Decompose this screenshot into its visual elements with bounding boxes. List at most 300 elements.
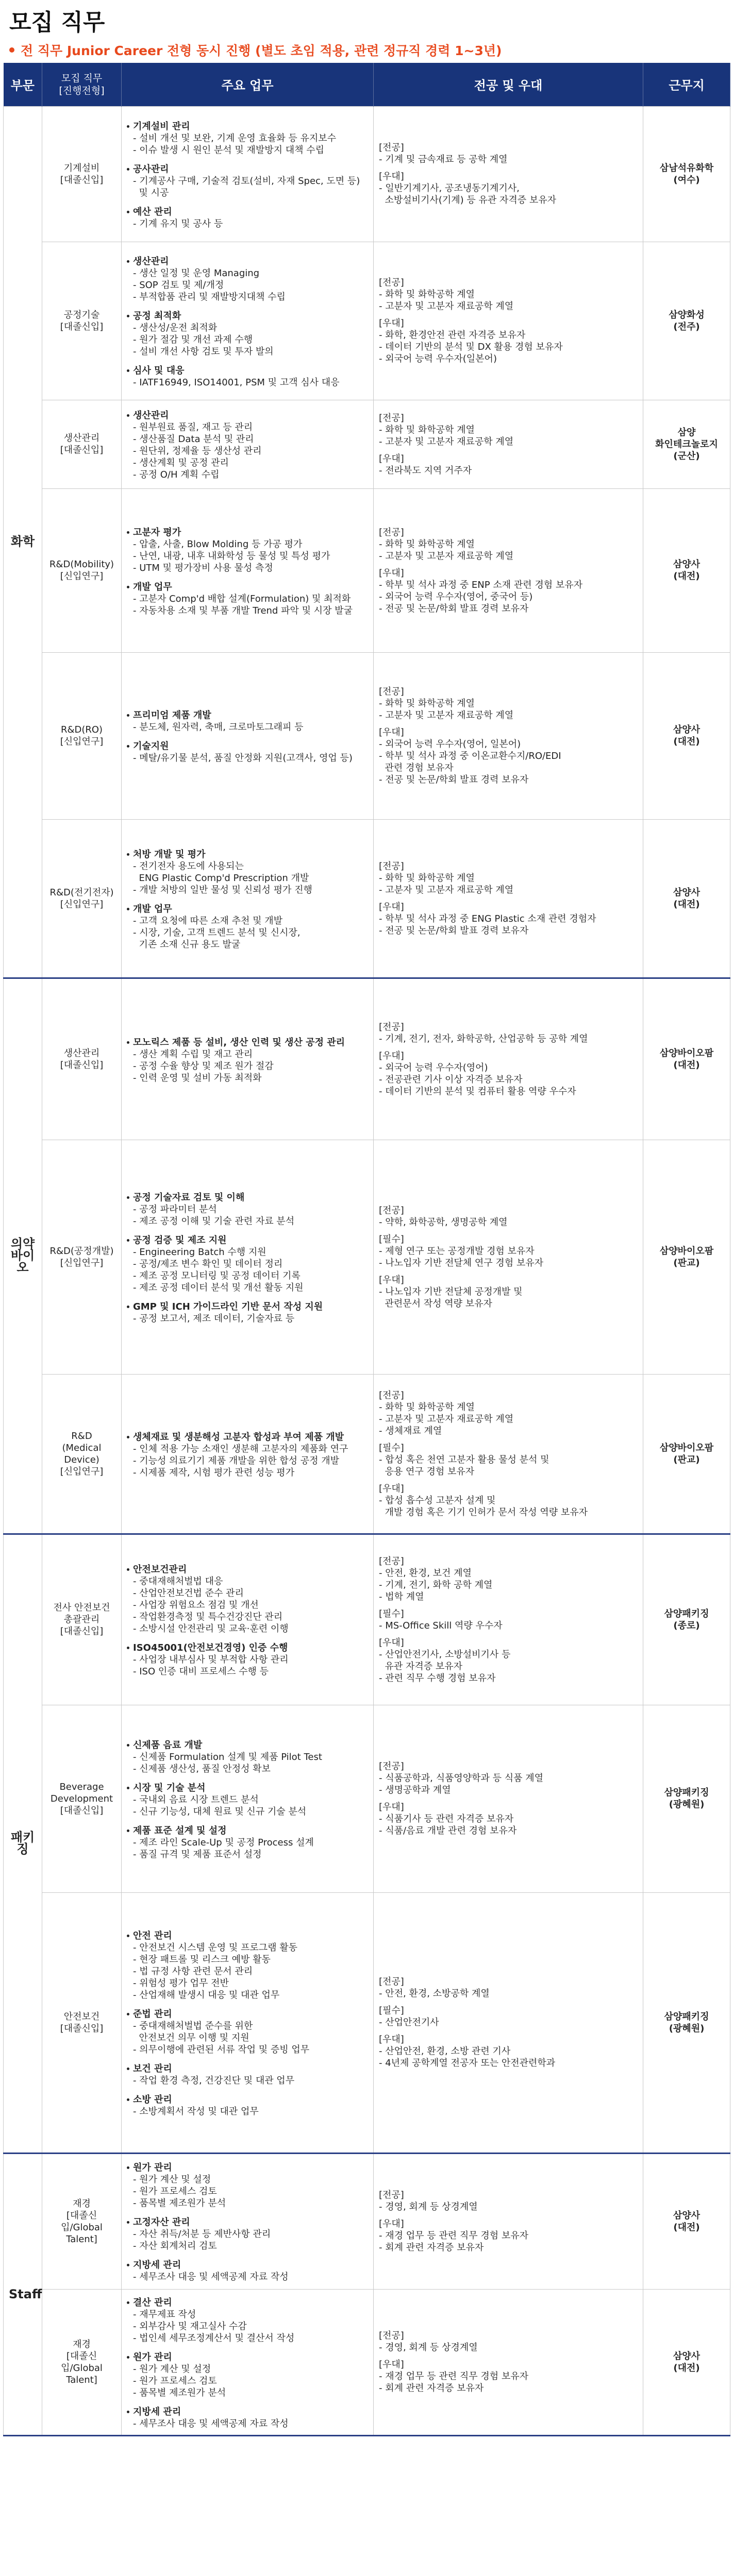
job-line: R&D	[71, 1430, 92, 1442]
duty-item: - Engineering Batch 수행 지원	[133, 1246, 266, 1258]
duty-group	[127, 1192, 368, 1227]
table-row	[4, 978, 730, 1140]
duty-item: - 기능성 의료기기 제품 개발을 위한 합성 공정 개발	[133, 1455, 340, 1466]
job-line: 재경	[73, 2338, 91, 2350]
duty-item: - 소방계획서 작성 및 대관 업무	[133, 2106, 259, 2117]
location-line: (종로)	[673, 1620, 700, 1631]
duty-item: ENG Plastic Comp'd Prescription 개발	[133, 872, 309, 884]
table-row	[4, 106, 730, 242]
requirements-cell	[374, 488, 643, 652]
duty-heading: 개발 업무	[127, 581, 368, 593]
duty-group	[127, 849, 368, 896]
job-line: [신입연구]	[60, 1257, 104, 1268]
job-line: R&D(공정개발)	[49, 1245, 114, 1257]
duty-item: - 원부원료 품질, 재고 등 관리	[133, 422, 253, 433]
requirement-item: - 외국어 능력 우수자(영어, 중국어 등)	[379, 591, 533, 602]
requirement-item: - 화학 및 화학공학 계열	[379, 424, 475, 435]
job-line: 생산관리	[63, 433, 100, 444]
requirements-cell	[374, 1374, 643, 1534]
requirement-heading: [우대]	[379, 901, 404, 912]
job-cell	[42, 1705, 122, 1892]
requirement-item: - MS-Office Skill 역량 우수자	[379, 1620, 503, 1631]
duty-item: - 외부감사 및 재고실사 수감	[133, 2320, 247, 2332]
duty-item: - 공정/제조 변수 확인 및 데이터 정리	[133, 1258, 283, 1269]
location-line: 삼양패키징	[664, 1608, 709, 1619]
location-line: (판교)	[673, 1257, 700, 1268]
location-line: 삼양패키징	[664, 1787, 709, 1798]
requirement-heading: [전공]	[379, 1555, 404, 1567]
table-row	[4, 1374, 730, 1534]
location-line: 삼양바이오팜	[659, 1047, 714, 1059]
requirement-item: - 고분자 및 고분자 재료공학 계열	[379, 436, 514, 447]
duty-heading: 예산 관리	[127, 206, 368, 218]
duty-group	[127, 1431, 368, 1479]
duty-item: - 전기전자 용도에 사용되는	[133, 860, 244, 872]
requirement-item: - 회계 관련 자격증 보유자	[379, 2242, 484, 2253]
requirements-cell	[374, 1534, 643, 1705]
job-cell	[42, 106, 122, 242]
duty-item: - 중대재해처벌법 준수를 위한	[133, 2020, 253, 2031]
duty-item: - 작업 환경 측정, 건강진단 및 대관 업무	[133, 2075, 295, 2086]
duty-heading: 프리미엄 제품 개발	[127, 709, 368, 721]
requirement-item: - 법학 계열	[379, 1591, 424, 1602]
requirement-item: - 고분자 및 고분자 재료공학 계열	[379, 550, 514, 562]
duty-heading: 제품 표준 설계 및 설정	[127, 1825, 368, 1837]
location-cell	[643, 1374, 730, 1534]
duty-item: - 공정 보고서, 제조 데이터, 기술자료 등	[133, 1313, 295, 1324]
requirement-item: - 기계, 전기, 화학 공학 계열	[379, 1579, 493, 1590]
job-line: [대졸신입]	[60, 2023, 104, 2034]
job-line: [대졸신입/Global Talent]	[61, 2350, 103, 2385]
requirement-heading: [우대]	[379, 1483, 404, 1494]
requirement-item: - 재경 업무 등 관련 직무 경험 보유자	[379, 2371, 528, 2382]
job-line: [신입연구]	[60, 571, 104, 582]
requirement-item: - 화학 및 화학공학 계열	[379, 698, 475, 709]
duty-heading: 소방 관리	[127, 2094, 368, 2106]
job-line: [대졸신입]	[60, 321, 104, 332]
requirements-cell	[374, 819, 643, 978]
table-row	[4, 1140, 730, 1374]
location-line: (군산)	[673, 450, 700, 462]
requirement-item: - 전공관련 기사 이상 자격증 보유자	[379, 1074, 523, 1085]
duty-item: - 세무조사 대응 및 세액공제 자료 작성	[133, 2418, 289, 2429]
duty-heading: 공사관리	[127, 163, 368, 175]
duty-item: - 제조 공정 모니터링 및 공정 데이터 기록	[133, 1270, 301, 1281]
requirement-item: - 고분자 및 고분자 재료공학 계열	[379, 301, 514, 312]
requirements-cell	[374, 400, 643, 488]
duty-item: - 품목별 제조원가 분석	[133, 2387, 226, 2398]
job-line: R&D(Mobility)	[49, 559, 114, 570]
requirement-heading: [우대]	[379, 2218, 404, 2229]
requirement-item: - 화학 및 화학공학 계열	[379, 1401, 475, 1413]
duty-item: - 제조 라인 Scale-Up 및 공정 Process 설계	[133, 1837, 314, 1848]
job-cell	[42, 652, 122, 819]
duty-item: - 압출, 사출, Blow Molding 등 가공 평가	[133, 538, 303, 550]
duty-heading: 지방세 관리	[127, 2259, 368, 2271]
duty-heading: 안전 관리	[127, 1930, 368, 1942]
duty-item: - 고객 요청에 따른 소재 추천 및 개발	[133, 915, 282, 926]
location-cell	[643, 2289, 730, 2435]
duty-heading: 원가 관리	[127, 2162, 368, 2174]
duty-item: - 품목별 제조원가 분석	[133, 2198, 226, 2209]
job-line: 기계설비	[63, 162, 100, 174]
duty-group	[127, 2351, 368, 2399]
job-line: R&D(RO)	[60, 724, 103, 735]
duties-cell	[122, 106, 374, 242]
table-row	[4, 400, 730, 488]
duty-item: - 중대재해처벌법 대응	[133, 1576, 223, 1587]
requirement-heading: [전공]	[379, 412, 404, 423]
table-row	[4, 488, 730, 652]
location-cell	[643, 242, 730, 400]
division-cell: 화학	[4, 106, 42, 978]
requirement-heading: [우대]	[379, 1050, 404, 1061]
table-row	[4, 819, 730, 978]
duty-heading: 공정 기술자료 검토 및 이해	[127, 1192, 368, 1204]
requirement-item: - 식품공학과, 식품영양학과 등 식품 계열	[379, 1773, 544, 1784]
requirement-item: - 경영, 회계 등 상경계열	[379, 2201, 478, 2212]
duty-item: - 법인세 세무조정계산서 및 결산서 작성	[133, 2332, 295, 2344]
duty-item: - SOP 검토 및 제/개정	[133, 279, 224, 291]
requirement-item: - 데이터 기반의 분석 및 컴퓨터 활용 역량 우수자	[379, 1086, 576, 1097]
duty-item: - 설비 개선 및 보완, 기계 운영 효율화 등 유지보수	[133, 132, 337, 144]
duties-cell	[122, 1374, 374, 1534]
requirement-item: - 경영, 회계 등 상경계열	[379, 2342, 478, 2353]
job-cell	[42, 1534, 122, 1705]
requirement-item: - 합성 흡수성 고분자 설계 및	[379, 1495, 496, 1506]
requirements-cell	[374, 1705, 643, 1892]
requirement-item: - 고분자 및 고분자 재료공학 계열	[379, 884, 514, 895]
duty-item: - 생산 계획 수립 및 재고 관리	[133, 1048, 253, 1060]
job-cell	[42, 819, 122, 978]
requirements-cell	[374, 242, 643, 400]
duty-item: - 신제품 Formulation 설계 및 제품 Pilot Test	[133, 1751, 322, 1762]
location-line: (전주)	[673, 321, 700, 332]
duty-group	[127, 2162, 368, 2209]
duty-group	[127, 1301, 368, 1325]
duty-item: - 의무이행에 관련된 서류 작업 및 증빙 업무	[133, 2044, 310, 2055]
duty-item: - 생산품질 Data 분석 및 관리	[133, 434, 254, 445]
requirement-heading: [전공]	[379, 686, 404, 697]
location-line: 삼양사	[673, 2210, 701, 2221]
job-cell	[42, 1892, 122, 2153]
duty-item: - UTM 및 평가장비 사용 물성 측정	[133, 562, 273, 573]
location-line: 삼남석유화학	[659, 162, 714, 174]
duty-heading: 공정 검증 및 제조 지원	[127, 1234, 368, 1246]
requirement-item: - 화학, 환경안전 관련 자격증 보유자	[379, 330, 526, 341]
col-requirements: 전공 및 우대	[374, 63, 643, 106]
duty-group	[127, 2063, 368, 2087]
page-title: 모집 직무	[9, 9, 105, 36]
duty-item: - 원가 프로세스 검토	[133, 2186, 217, 2197]
table-header	[4, 63, 730, 106]
duty-heading: 준법 관리	[127, 2008, 368, 2020]
requirements-cell	[374, 2153, 643, 2289]
requirement-item: - 회계 관련 자격증 보유자	[379, 2383, 484, 2394]
requirement-heading: [우대]	[379, 1802, 404, 1812]
table-row	[4, 242, 730, 400]
requirement-item: - 전라북도 지역 거주자	[379, 465, 472, 476]
requirement-item: - 관련 직무 수행 경험 보유자	[379, 1672, 496, 1684]
bullet-icon	[9, 47, 14, 53]
requirement-item: 소방설비기사(기계) 등 유관 자격증 보유자	[379, 195, 556, 206]
duty-item: - 사업장 내부심사 및 부적합 사항 관리	[133, 1654, 289, 1665]
location-line: 삼양사	[673, 887, 701, 898]
job-line: [대졸신입/Global Talent]	[61, 2210, 103, 2245]
location-cell	[643, 488, 730, 652]
duty-heading: 공정 최적화	[127, 310, 368, 322]
requirement-heading: [전공]	[379, 860, 404, 872]
location-cell	[643, 1534, 730, 1705]
job-line: R&D(전기전자)	[49, 887, 114, 898]
location-line: (대전)	[673, 1059, 700, 1071]
duty-heading: 생산관리	[127, 410, 368, 421]
col-job-sub: [진행전형]	[59, 84, 105, 96]
col-location: 근무지	[643, 63, 730, 106]
duty-group	[127, 2094, 368, 2117]
duty-item: - 세무조사 대응 및 세액공제 자료 작성	[133, 2272, 289, 2282]
duty-item: - 설비 개선 사항 검토 및 투자 발의	[133, 346, 274, 357]
duty-item: - 생산성/운전 최적화	[133, 322, 218, 333]
division-cell: 패키징	[4, 1534, 42, 2153]
duty-item: - 소방시설 안전관리 및 교육·훈련 이행	[133, 1623, 289, 1634]
duty-item: - 개발 처방의 일반 물성 및 신뢰성 평가 진행	[133, 884, 312, 895]
requirement-heading: [우대]	[379, 453, 404, 464]
duty-item: - 법 규정 사항 관련 문서 관리	[133, 1965, 253, 1977]
duty-group	[127, 1930, 368, 2001]
requirements-cell	[374, 978, 643, 1140]
location-line: 삼양바이오팜	[659, 1245, 714, 1257]
requirement-heading: [전공]	[379, 2190, 404, 2200]
requirement-item: - 재경 업무 등 관련 직무 경험 보유자	[379, 2230, 528, 2241]
duty-group	[127, 2406, 368, 2430]
duty-item: - 산업안전보건법 준수 관리	[133, 1588, 244, 1599]
requirement-item: - 기계, 전기, 전자, 화학공학, 산업공학 등 공학 계열	[379, 1033, 588, 1044]
requirement-item: - 외국어 능력 우수자(영어, 일본어)	[379, 739, 521, 750]
requirement-item: - 화학 및 화학공학 계열	[379, 872, 475, 884]
table-body	[4, 106, 730, 2435]
duty-item: - 자산 취득/처분 등 제반사항 관리	[133, 2229, 271, 2240]
job-line: [신입연구]	[60, 736, 104, 747]
table-row	[4, 2289, 730, 2435]
duty-item: - 공정 파라미터 분석	[133, 1204, 217, 1215]
requirement-item: - 화학 및 화학공학 계열	[379, 289, 475, 300]
duty-item: - 현장 패트롤 및 리스크 예방 활동	[133, 1954, 271, 1965]
duty-item: - 신규 기능성, 대체 원료 및 신규 기술 분석	[133, 1806, 307, 1817]
requirement-heading: [전공]	[379, 2330, 404, 2341]
job-line: 재경	[73, 2198, 91, 2209]
requirement-item: - 약학, 화학공학, 생명공학 계열	[379, 1216, 508, 1228]
duty-item: - 분도체, 원자력, 축매, 크로마토그래피 등	[133, 722, 304, 733]
duty-heading: 고정자산 관리	[127, 2216, 368, 2228]
division-cell: Staff	[4, 2153, 42, 2435]
requirement-heading: [전공]	[379, 1205, 404, 1216]
job-line: 전사 안전보건	[53, 1602, 110, 1613]
duty-item: - ISO 인증 대비 프로세스 수행 등	[133, 1666, 269, 1677]
duty-item: - 원단위, 정제율 등 생산성 관리	[133, 446, 262, 456]
job-line: [대졸신입]	[60, 1805, 104, 1816]
duty-item: - IATF16949, ISO14001, PSM 및 고객 심사 대응	[133, 377, 340, 388]
job-cell	[42, 2289, 122, 2435]
location-line: 화인테크놀로지	[655, 438, 718, 450]
duty-heading: 시장 및 기술 분석	[127, 1782, 368, 1794]
duty-item: - 산업재해 발생시 대응 및 대관 업무	[133, 1989, 280, 2001]
duty-heading: 기술지원	[127, 740, 368, 752]
duty-heading: 지방세 관리	[127, 2406, 368, 2418]
requirement-item: 관련문서 작성 역량 보유자	[379, 1298, 492, 1309]
duty-group	[127, 2216, 368, 2252]
duty-group	[127, 1825, 368, 1860]
job-cell	[42, 488, 122, 652]
requirement-heading: [우대]	[379, 171, 404, 182]
requirement-item: - 전공 및 논문/학회 발표 경력 보유자	[379, 925, 529, 936]
location-cell	[643, 1705, 730, 1892]
location-cell	[643, 819, 730, 978]
requirement-item: - 전공 및 논문/학회 발표 경력 보유자	[379, 603, 529, 614]
duty-item: - 원가 프로세스 검토	[133, 2375, 217, 2386]
duty-item: - 국내외 음료 시장 트렌드 분석	[133, 1794, 259, 1805]
duty-group	[127, 1642, 368, 1677]
col-division: 부문	[4, 63, 42, 106]
duties-cell	[122, 400, 374, 488]
job-line: 생산관리	[63, 1047, 100, 1059]
job-line: [대졸신입]	[60, 445, 104, 455]
requirement-item: - 나노입자 기반 전달체 공정개발 및	[379, 1286, 523, 1297]
location-line: 삼양사	[673, 724, 701, 735]
requirement-heading: [필수]	[379, 1233, 404, 1245]
requirement-heading: [우대]	[379, 1274, 404, 1285]
location-cell	[643, 400, 730, 488]
duty-group	[127, 1234, 368, 1294]
requirements-cell	[374, 1892, 643, 2153]
requirement-item: - 안전, 환경, 보건 계열	[379, 1567, 472, 1579]
subtitle-text: 전 직무 Junior Career 전형 동시 진행 (별도 초임 적용, 관련 정규직 경력 1~3년)	[21, 43, 502, 58]
requirement-heading: [우대]	[379, 2359, 404, 2370]
duty-heading: 처방 개발 및 평가	[127, 849, 368, 860]
requirement-item: - 학부 및 석사 과정 중 이온교환수지/RO/EDI	[379, 751, 561, 761]
duty-heading: 원가 관리	[127, 2351, 368, 2363]
duty-item: - 이슈 발생 시 원인 분석 및 재발방지 대책 수립	[133, 144, 324, 156]
duty-item: - 공정 수율 향상 및 제조 원가 절감	[133, 1060, 274, 1072]
job-line: 총괄관리	[63, 1614, 100, 1625]
location-line: 삼양화성	[669, 309, 705, 320]
requirements-cell	[374, 652, 643, 819]
requirement-item: - 안전, 환경, 소방공학 계열	[379, 1988, 490, 1999]
duty-item: - 인력 운영 및 설비 가동 최적화	[133, 1072, 262, 1083]
location-line: (대전)	[673, 571, 700, 582]
table-row	[4, 1534, 730, 1705]
duty-item: - 품질 규격 및 제품 표준서 설정	[133, 1849, 262, 1860]
col-job-label: 모집 직무	[61, 72, 103, 84]
requirement-item: 관련 경험 보유자	[379, 762, 454, 773]
duty-heading: 심사 및 대응	[127, 365, 368, 377]
duties-cell	[122, 978, 374, 1140]
duty-item: - 위험성 평가 업무 전반	[133, 1977, 229, 1989]
duties-cell	[122, 652, 374, 819]
location-line: 삼양바이오팜	[659, 1442, 714, 1453]
duty-group	[127, 903, 368, 951]
requirement-heading: [전공]	[379, 277, 404, 288]
location-cell	[643, 2153, 730, 2289]
duty-item: - 인체 적용 가능 소재인 생분해 고분자의 제품화 연구	[133, 1443, 348, 1454]
duty-item: 기존 소재 신규 용도 발굴	[133, 939, 241, 950]
duties-cell	[122, 2153, 374, 2289]
job-line: [대졸신입]	[60, 1626, 104, 1637]
duty-heading: 모노릭스 제품 등 설비, 생산 인력 및 생산 공정 관리	[127, 1037, 368, 1048]
duty-group	[127, 365, 368, 388]
duty-heading: 신제품 음료 개발	[127, 1739, 368, 1751]
location-cell	[643, 978, 730, 1140]
duty-group	[127, 163, 368, 199]
requirement-item: - 제형 연구 또는 공정개발 경험 보유자	[379, 1245, 535, 1257]
duty-group	[127, 1564, 368, 1635]
requirement-item: - 데이터 기반의 분석 및 DX 활용 경험 보유자	[379, 342, 563, 352]
duties-cell	[122, 1892, 374, 2153]
requirement-item: - 외국어 능력 우수자(영어)	[379, 1062, 488, 1073]
duties-cell	[122, 819, 374, 978]
location-cell	[643, 1892, 730, 2153]
duty-item: - 재무제표 작성	[133, 2309, 196, 2320]
requirement-heading: [전공]	[379, 1389, 404, 1401]
duty-group	[127, 2008, 368, 2056]
requirement-item: - 산업안전기사, 소방설비기사 등	[379, 1649, 511, 1660]
duty-item: - 생산 일정 및 운영 Managing	[133, 267, 260, 279]
location-cell	[643, 1140, 730, 1374]
duty-item: - 원가 계산 및 설정	[133, 2363, 211, 2375]
job-line: [대졸신입]	[60, 1059, 104, 1071]
requirements-cell	[374, 106, 643, 242]
duty-item: - 원가 계산 및 설정	[133, 2174, 211, 2185]
duty-group	[127, 2259, 368, 2283]
duty-group	[127, 410, 368, 481]
duty-item: 및 시공	[133, 187, 169, 198]
duty-group	[127, 709, 368, 733]
duties-cell	[122, 2289, 374, 2435]
duty-group	[127, 1782, 368, 1818]
location-line: (광혜원)	[669, 2023, 705, 2034]
duties-cell	[122, 488, 374, 652]
requirement-item: 개발 경험 혹은 기기 인허가 문서 작성 역량 보유자	[379, 1506, 588, 1518]
duty-item: - 자동차용 소재 및 부품 개발 Trend 파악 및 시장 발굴	[133, 605, 353, 616]
duty-item: - 고분자 Comp'd 배합 설계(Formulation) 및 최적화	[133, 593, 351, 604]
requirement-heading: [전공]	[379, 527, 404, 538]
requirement-heading: [전공]	[379, 1976, 404, 1987]
duty-heading: 고분자 평가	[127, 527, 368, 538]
requirement-heading: [우대]	[379, 727, 404, 738]
requirement-item: - 식품/음료 개발 관련 경험 보유자	[379, 1825, 517, 1836]
job-line: [신입연구]	[60, 1466, 104, 1477]
duty-item: - 기계공사 구매, 기술적 검토(설비, 자재 Spec, 도면 등)	[133, 175, 360, 187]
duty-item: - 부적합품 관리 및 재발방지대책 수립	[133, 291, 286, 302]
requirements-cell	[374, 2289, 643, 2435]
duty-item: - 작업환경측정 및 특수건강진단 관리	[133, 1612, 283, 1622]
location-cell	[643, 106, 730, 242]
duty-group	[127, 1739, 368, 1775]
duty-heading: 생체재료 및 생분해성 고분자 합성과 부여 제품 개발	[127, 1431, 368, 1443]
job-line: [대졸신입]	[60, 174, 104, 185]
duty-item: - 자산 회계처리 검토	[133, 2241, 217, 2251]
requirement-item: - 고분자 및 고분자 재료공학 계열	[379, 1413, 514, 1425]
division-cell: 의약바이오	[4, 978, 42, 1534]
requirement-item: - 기계 및 금속재료 등 공학 계열	[379, 154, 508, 165]
duty-item: 안전보건 의무 이행 및 지원	[133, 2032, 249, 2043]
requirement-item: - 고분자 및 고분자 재료공학 계열	[379, 710, 514, 721]
duty-item: - 시장, 기술, 고객 트렌드 분석 및 신시장,	[133, 927, 301, 938]
requirement-item: - 학부 및 석사 과정 중 ENG Plastic 소재 관련 경험자	[379, 913, 596, 924]
duty-heading: 보건 관리	[127, 2063, 368, 2075]
job-cell	[42, 2153, 122, 2289]
location-line: (대전)	[673, 899, 700, 910]
